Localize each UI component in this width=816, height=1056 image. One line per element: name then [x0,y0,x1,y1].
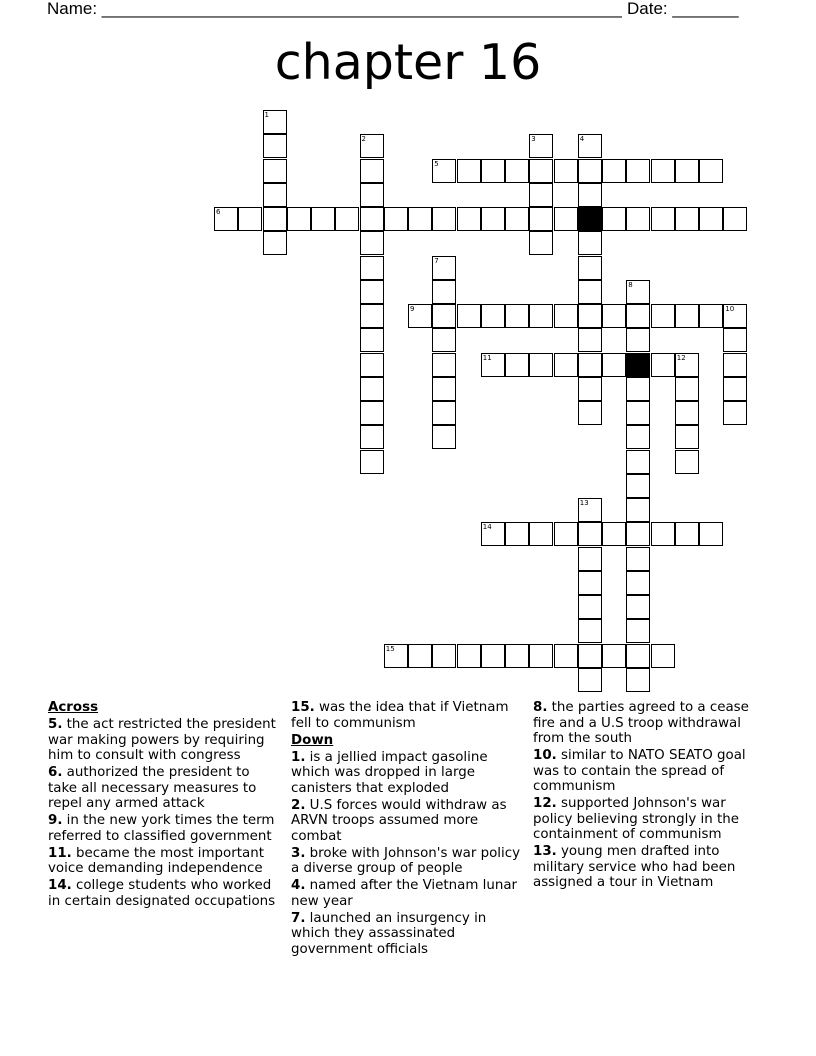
grid-cell[interactable] [408,207,432,231]
grid-cell[interactable] [626,474,650,498]
grid-cell[interactable] [360,207,384,231]
clue-down-7: 7. launched an insurgency in which they assassinated government officials [291,910,487,957]
grid-cell[interactable] [432,207,456,231]
grid-cell[interactable] [263,134,287,158]
grid-cell[interactable] [675,450,699,474]
grid-cell[interactable] [554,522,578,546]
clue-down-4: 4. named after the Vietnam lunar new year [291,878,518,909]
grid-cell[interactable] [675,425,699,449]
grid-cell[interactable] [578,668,602,692]
clue-down-2: 2. U.S forces would withdraw as ARVN troops assumed more combat [291,797,507,844]
grid-cell[interactable] [651,207,675,231]
clue-number: 13 [579,499,589,507]
clue-down-3: 3. broke with Johnson's war policy a diverse group of people [291,845,521,876]
clue-number: 10 [725,305,735,313]
clue-number: 2 [361,135,366,144]
grid-cell[interactable] [578,571,602,595]
name-label: Name: [47,0,102,18]
clue-number: 12 [676,353,686,362]
grid-cell[interactable] [505,644,529,668]
page-title: chapter 16 [274,34,542,91]
grid-cell[interactable] [457,644,481,668]
clues-column-1 [48,700,278,911]
grid-cell[interactable] [529,231,553,255]
grid-cell[interactable] [360,256,384,280]
grid-cell[interactable] [626,547,650,571]
grid-cell[interactable] [626,328,650,352]
grid-cell[interactable] [554,353,578,377]
grid-cell[interactable] [432,644,456,668]
grid-cell[interactable] [505,353,529,377]
grid-cell[interactable] [263,207,287,231]
grid-cell[interactable] [723,401,747,425]
grid-cell[interactable] [457,304,481,328]
clue-number: 5 [434,159,439,168]
clue-number: 3 [531,135,536,144]
grid-cell[interactable] [529,522,553,546]
grid-cell[interactable] [505,304,529,328]
grid-cell[interactable] [626,207,650,231]
grid-cell[interactable] [505,522,529,546]
grid-cell[interactable] [626,425,650,449]
grid-cell[interactable] [626,304,650,328]
grid-cell[interactable] [675,401,699,425]
grid-cell[interactable] [602,644,626,668]
grid-cell[interactable] [675,207,699,231]
grid-cell[interactable] [602,159,626,183]
grid-cell[interactable] [554,207,578,231]
clue-number: 15 [385,644,395,653]
grid-cell[interactable] [529,159,553,183]
grid-cell[interactable] [578,644,602,668]
grid-cell[interactable] [626,595,650,619]
grid-cell[interactable] [360,280,384,304]
grid-cell[interactable] [675,377,699,401]
grid-cell[interactable] [651,522,675,546]
down-heading: Down [291,732,334,748]
grid-cell[interactable] [360,401,384,425]
grid-cell[interactable] [602,522,626,546]
clue-down-1: 1. is a jellied impact gasoline which was dropped in large canisters that exploded [291,749,488,796]
clue-across-11: 11. became the most important voice demanding independence [48,845,264,876]
grid-cell[interactable] [360,328,384,352]
clue-number: 11 [482,353,492,362]
grid-cell[interactable] [529,207,553,231]
grid-cell[interactable] [723,207,747,231]
grid-cell[interactable] [578,328,602,352]
grid-cell[interactable] [432,425,456,449]
grid-cell[interactable] [432,304,456,328]
grid-cell[interactable] [360,353,384,377]
clue-across-15: 15. was the idea that if Vietnam fell to communism [291,700,509,731]
grid-cell[interactable] [432,353,456,377]
grid-cell[interactable] [238,207,262,231]
clue-number: 9 [410,305,415,313]
clues-column-2 [291,700,523,959]
grid-cell[interactable] [626,571,650,595]
grid-cell[interactable] [699,159,723,183]
grid-cell[interactable] [699,522,723,546]
clue-down-13: 13. young men drafted into military service who had been assigned a tour in Vietnam [533,844,736,890]
grid-cell[interactable] [626,644,650,668]
grid-cell[interactable] [360,450,384,474]
grid-cell[interactable] [263,231,287,255]
grid-cell[interactable] [578,280,602,304]
grid-cell[interactable] [578,353,602,377]
clue-number: 7 [434,256,439,265]
date-label: Date: [627,0,673,18]
grid-cell[interactable] [408,644,432,668]
grid-cell[interactable] [699,207,723,231]
grid-cell[interactable] [287,207,311,231]
clue-across-5: 5. the act restricted the president war making powers by requiring him to consult with congress [48,717,276,763]
grid-cell[interactable] [578,522,602,546]
grid-cell[interactable] [578,547,602,571]
clue-across-9: 9. in the new york times the term referred to classified government [48,813,275,844]
grid-cell[interactable] [626,377,650,401]
grid-cell[interactable] [651,353,675,377]
grid-cell[interactable] [723,353,747,377]
grid-block [626,353,650,377]
across-heading: Across [48,700,99,715]
date-line: _______ [672,0,739,18]
grid-cell[interactable] [675,522,699,546]
clue-number: 14 [482,523,492,532]
grid-cell[interactable] [505,207,529,231]
grid-cell[interactable] [457,159,481,183]
grid-cell[interactable] [554,304,578,328]
grid-cell[interactable] [626,522,650,546]
grid-cell[interactable] [578,231,602,255]
grid-cell[interactable] [554,159,578,183]
grid-cell[interactable] [651,159,675,183]
grid-cell[interactable] [651,304,675,328]
grid-cell[interactable] [529,183,553,207]
grid-cell[interactable] [360,231,384,255]
grid-cell[interactable] [432,328,456,352]
grid-cell[interactable] [481,207,505,231]
grid-cell[interactable] [675,304,699,328]
grid-cell[interactable] [602,207,626,231]
grid-cell[interactable] [360,159,384,183]
grid-cell[interactable] [675,159,699,183]
grid-cell[interactable] [723,328,747,352]
grid-cell[interactable] [651,644,675,668]
grid-cell[interactable] [311,207,335,231]
clue-number: 6 [216,208,221,216]
name-line: _______________________________________________________ [101,0,622,18]
grid-block [578,207,602,231]
grid-cell[interactable] [626,619,650,643]
grid-cell[interactable] [626,159,650,183]
grid-cell[interactable] [578,183,602,207]
grid-cell[interactable] [626,668,650,692]
clue-number: 4 [579,135,585,144]
grid-cell[interactable] [578,377,602,401]
grid-cell[interactable] [384,207,408,231]
clue-across-14: 14. college students who worked in certain designated occupations [48,878,276,909]
grid-cell[interactable] [626,450,650,474]
grid-cell[interactable] [699,304,723,328]
clue-down-12: 12. supported Johnson's war policy believing strongly in the containment of communism [533,796,739,842]
grid-cell[interactable] [481,304,505,328]
grid-cell[interactable] [554,644,578,668]
clue-number: 8 [628,280,633,289]
grid-cell[interactable] [432,401,456,425]
grid-cell[interactable] [602,353,626,377]
grid-cell[interactable] [481,159,505,183]
grid-cell[interactable] [578,401,602,425]
grid-cell[interactable] [505,159,529,183]
grid-cell[interactable] [432,280,456,304]
clue-across-6: 6. authorized the president to take all necessary measures to repel any armed attack [48,765,257,811]
grid-cell[interactable] [481,644,505,668]
grid-cell[interactable] [578,619,602,643]
clues-column-3 [533,700,758,892]
grid-cell[interactable] [529,304,553,328]
grid-cell[interactable] [360,377,384,401]
grid-cell[interactable] [335,207,359,231]
grid-cell[interactable] [360,425,384,449]
grid-cell[interactable] [360,183,384,207]
grid-cell[interactable] [626,498,650,522]
clue-number: 1 [264,111,269,119]
grid-cell[interactable] [529,353,553,377]
grid-cell[interactable] [723,377,747,401]
grid-cell[interactable] [529,644,553,668]
grid-cell[interactable] [578,595,602,619]
grid-cell[interactable] [578,304,602,328]
grid-cell[interactable] [263,159,287,183]
grid-cell[interactable] [432,377,456,401]
grid-cell[interactable] [457,207,481,231]
grid-cell[interactable] [626,401,650,425]
grid-cell[interactable] [360,304,384,328]
clue-down-8: 8. the parties agreed to a cease fire and a U.S troop withdrawal from the south [533,700,749,746]
grid-cell[interactable] [578,256,602,280]
grid-cell[interactable] [578,159,602,183]
grid-cell[interactable] [602,304,626,328]
grid-cell[interactable] [263,183,287,207]
clue-down-10: 10. similar to NATO SEATO goal was to contain the spread of communism [533,748,746,794]
